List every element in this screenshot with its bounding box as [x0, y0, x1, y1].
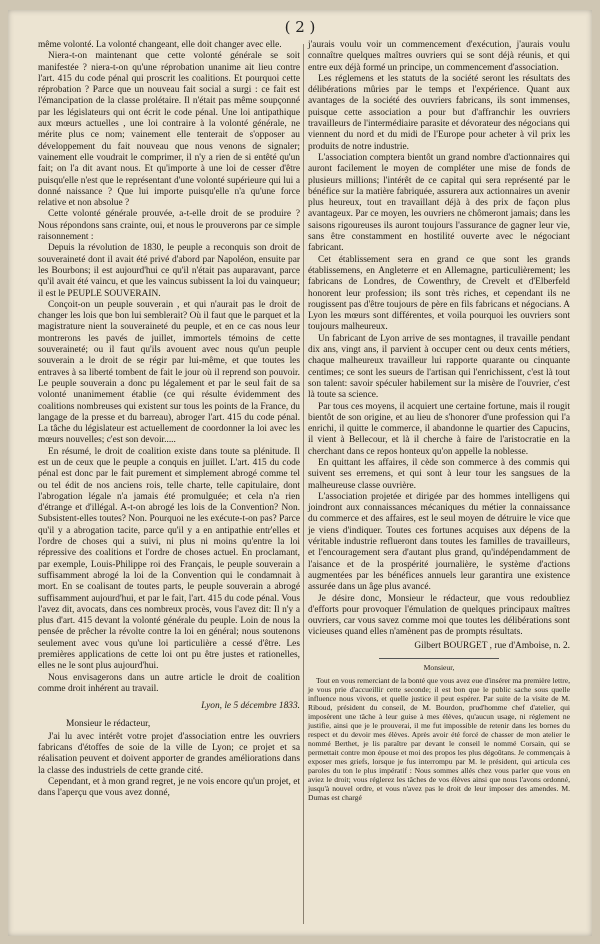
dateline: Lyon, le 5 décembre 1833.: [201, 701, 300, 712]
paragraph: J'ai lu avec intérêt votre projet d'association entre les ouvriers fabricans d'étoffes de soie de la ville de Lyon; ce projet et sa réalisation peuvent et doivent apporter de grandes améliorations dans la classe des industriels de cette grande cité.: [38, 731, 300, 776]
paragraph: Depuis la révolution de 1830, le peuple a reconquis son droit de souveraineté dont il avait été privé d'abord par Napoléon, ensuite par les Bourbons; il est aujourd'hui ce qu'il n'était pas auparavant, parce qu'il avait été vaincu, et que les vaincus subissent la loi du vainqueur; il est le PEUPLE SOUVERAIN.: [38, 243, 300, 299]
paragraph: L'association comptera bientôt un grand nombre d'actionnaires qui auront facilement le moyen de compléter une mise de fonds de plusieurs millions; l'intérêt de ce capital qui sera représenté par le bénéfice sur la matière fabriquée, assurera aux actionnaires un avenir plus heureux, tout en travaillant déjà à des prix de façon plus avantageux. Par ce moyen, les ouvriers ne chômeront jamais; dans les saisons rigoureuses ils auront toujours l'assurance de gagner leur vie, sans être constamment en hostilité ouverte avec le négociant fabricant.: [308, 152, 570, 254]
salutation: Monsieur le rédacteur,: [66, 718, 151, 729]
paragraph: Niera-t-on maintenant que cette volonté générale se soit manifestée ? niera-t-on qu'une réprobation unanime ait lieu contre l'art. 415 du code pénal qui proscrit les coalitions. Et pourquoi cette réprobation ? Parce que un nouveau fait social a surgi : ce fait est l'émancipation de la classe prolétaire. Il n'était pas même soupçonné par les législateurs qui ont écrit le code pénal. Une loi antipathique aux mœurs actuelles , une loi contraire à la volonté générale, ne mérite plus ce nom; vainement elle tenterait de s'opposer au développement du fait nouveau que nous venons de signaler; vainement elle voudrait le comprimer, il n'y a rien de si entêté qu'un fait; on l'a dit avant nous. Et qu'importe à une loi de cesser d'être puisqu'elle n'est que le représentant d'une volonté supérieure qui lui a donné naissance ? Que lui importe puisqu'elle n'a qu'une force relative et non absolue ?: [38, 51, 300, 209]
second-letter: [308, 663, 570, 802]
left-column: [38, 40, 300, 800]
paragraph: Conçoit-on un peuple souverain , et qui n'aurait pas le droit de changer les lois que bon lui semblerait? Où il faut que le parquet et la magistrature nient la souveraineté du peuple, et en ce cas nous leur montrerons les pavés de juillet, immortels témoins de cette souveraineté; ou il faut qu'ils avouent avec nous qu'un peuple souverain a le droit de se régir par lui-même, et que toutes les entraves à sa liberté tombent de fait le jour où il reprend son pouvoir. Le peuple souverain a donc pu légalement et par le seul fait de sa volonté unanimement établie (ce qui résulte évidemment des coalitions nombreuses qui existent sur tous les points de la France, du langage de la presse et du barreau), abroger l'art. 415 du code pénal. La tâche du législateur est actuellement de coordonner la loi avec les mœurs nouvelles; c'est son devoir.....: [38, 299, 300, 446]
right-column: [308, 40, 570, 802]
paragraph: En résumé, le droit de coalition existe dans toute sa plénitude. Il est un de ceux que le peuple a conquis en juillet. L'art. 415 du code pénal est donc par le fait purement et simplement abrogé comme tel ou tel édit de nos anciens rois, telle charte, telle capitulaire, dont l'abrogation légale n'a jamais été promulguée; et cela n'a rien d'étrange et d'illégal. A-t-on abrogé les lois de la Convention? Non. Subsistent-elles toutes? Non. Pourquoi ne les exécute-t-on pas? Parce qu'il y a abrogation tacite, parce qu'il y a en antipathie entr'elles et l'ordre de choses qui a suivi, ni plus ni moins qu'entre la loi répressive des coalitions et l'ordre de choses actuel. En proclamant, par exemple, Louis-Philippe roi des Français, le peuple souverain a suffisamment abrogé la loi de la Convention qui le condamnait à mort. En se coalisant de toutes parts, le peuple souverain a abrogé suffisamment aujourd'hui, et par le fait, l'art. 415 du code pénal. Vous l'avez dit, avocats, dans ces nombreux procès, vous l'avez dit: Il n'y a plus d'art. 415 devant la volonté générale du peuple. Loin de nous la pensée de prêcher la révolte contre la loi en général; nous soutenons seulement avec vous qu'une loi particulière a cessé d'être. Les premières applications de cette loi ont pu être justes et rationelles, elles ne le sont plus aujourd'hui.: [38, 446, 300, 672]
newspaper-page: [8, 10, 592, 936]
paragraph: Cet établissement sera en grand ce que sont les grands établissemens, en Angleterre et en Allemagne, particulièrement; les fabricans de Londres, de Cowenthry, de Crevelt et d'Elberfeld honorent leur profession; ils sont très riches, et cependant ils ne rougissent pas d'être toujours de père en fils fabricans et négocians. A Lyon les mœurs sont différentes, et voila pourquoi les ouvriers sont toujours malheureux.: [308, 254, 570, 333]
paragraph: Les réglemens et les statuts de la société seront les résultats des délibérations mûries par le temps et l'expérience. Quant aux avantages de la société des ouvriers fabricans, ils sont immenses, puisque cette association a pour but d'affranchir les ouvriers travailleurs de l'intermédiaire parasite et dévorateur des négocians qui viennent du nord et du midi de l'Europe pour acheter à vil prix les produits de notre industrie.: [308, 73, 570, 152]
paragraph: En quittant les affaires, il cède son commerce à des commis qui suivent ses erremens, et qui sont à leur tour les sangsues de la malheureuse classe ouvrière.: [308, 457, 570, 491]
paragraph: Je désire donc, Monsieur le rédacteur, que vous redoubliez d'efforts pour provoquer l'émulation de quelques principaux maîtres ouvriers, car vous savez comme moi que toutes les délibérations sont vicieuses quand elles n'amènent pas de prompts résultats.: [308, 593, 570, 638]
salutation: Monsieur,: [423, 663, 455, 673]
paragraph: Un fabricant de Lyon arrive de ses montagnes, il travaille pendant dix ans, vingt ans, il parvient à occuper cent ou deux cents métiers, chaque malheureux travailleur lui rapporte quarante ou cinquante centimes; ce sont les sueurs de l'artisan qui l'enrichissent, c'est là tout son talent: savoir spéculer habilement sur la misère de l'ouvrier, c'est là toute sa science.: [308, 333, 570, 401]
section-rule: [379, 658, 499, 659]
column-divider: [303, 44, 304, 924]
paragraph: j'aurais voulu voir un commencement d'exécution, j'aurais voulu connaître quelques maîtres ouvriers qui se sont déjà réunis, et qui entre eux déjà formé un principe, un commencement d'association.: [308, 40, 570, 73]
page-number: ( 2 ): [284, 18, 316, 36]
signature: Gilbert BOURGET , rue d'Amboise, n. 2.: [414, 640, 570, 651]
paragraph: Cette volonté générale prouvée, a-t-elle droit de se produire ? Nous répondons sans crainte, oui, et nous le prouverons par ce simple raisonnement :: [38, 209, 300, 243]
paragraph: Par tous ces moyens, il acquiert une certaine fortune, mais il rougit bientôt de son origine, et au lieu de s'honorer d'une profession qui l'a enrichi, il quitte le commerce, il abandonne le quartier des Capucins, il vient à Bellecour, et là il cherche à faire de l'aristocratie en la cherchant dans ce repos honteux qu'on appelle la noblesse.: [308, 401, 570, 457]
paragraph: L'association projetée et dirigée par des hommes intelligens qui joindront aux connaissances mécaniques du métier la connaissance du commerce et des affaires, est le seul moyen de détruire le vice que je viens d'indiquer. Toutes ces fortunes acquises aux dépens de la véritable industrie reflueront dans toutes les familles de travailleurs, et l'encouragement sera d'autant plus grand, qu'indépendamment de l'aisance et de la prospérité journalière, le système d'actions augmentées par les bénéfices annuels leur garantira une existence assurée dans un âge plus avancé.: [308, 491, 570, 593]
paragraph: Cependant, et à mon grand regret, je ne vois encore qu'un projet, et dans l'aperçu que vous avez donné,: [38, 777, 300, 799]
paragraph: Nous envisagerons dans un autre article le droit de coalition comme droit inhérent au travail.: [38, 672, 300, 694]
paragraph: même volonté. La volonté changeant, elle doit changer avec elle.: [38, 40, 282, 50]
paragraph: Tout en vous remerciant de la bonté que vous avez eue d'insérer ma première lettre, je vous prie d'accueillir cette seconde; il est bon que le public sache sous quelle influence nous vivons, et quelle justice il peut espérer. Par suite de la visite de M. Riboud, président du conseil, de M. Bourdon, prud'homme chef d'atelier, qui imposèrent une tâche à leur guise à mes élèves, qu'aucun usage, ni réglement ne justifie, ainsi que je le prouverai, il me fut impossible de retenir dans les bornes du respect et du devoir mes élèves. Après avoir été forcé de chasser de mon atelier le nommé Berthet, je lis paraître par devant le conseil le nommé Corsain, qui se permettait contre mon épouse et moi des propos les plus dégoûtans. Je commençais à exposer mes griefs, lorsque je fus interrompu par M. le président, qui articula ces paroles du ton le plus impératif : Nous sommes allés chez vous parler que vous en aviez le droit; vous réglerez les tâches de vos élèves ainsi que nous l'avons ordonné, jusqu'à nouvel ordre, et vous n'avez pas le droit de leur imposer des amendes. M. Dumas est chargé: [308, 676, 570, 803]
